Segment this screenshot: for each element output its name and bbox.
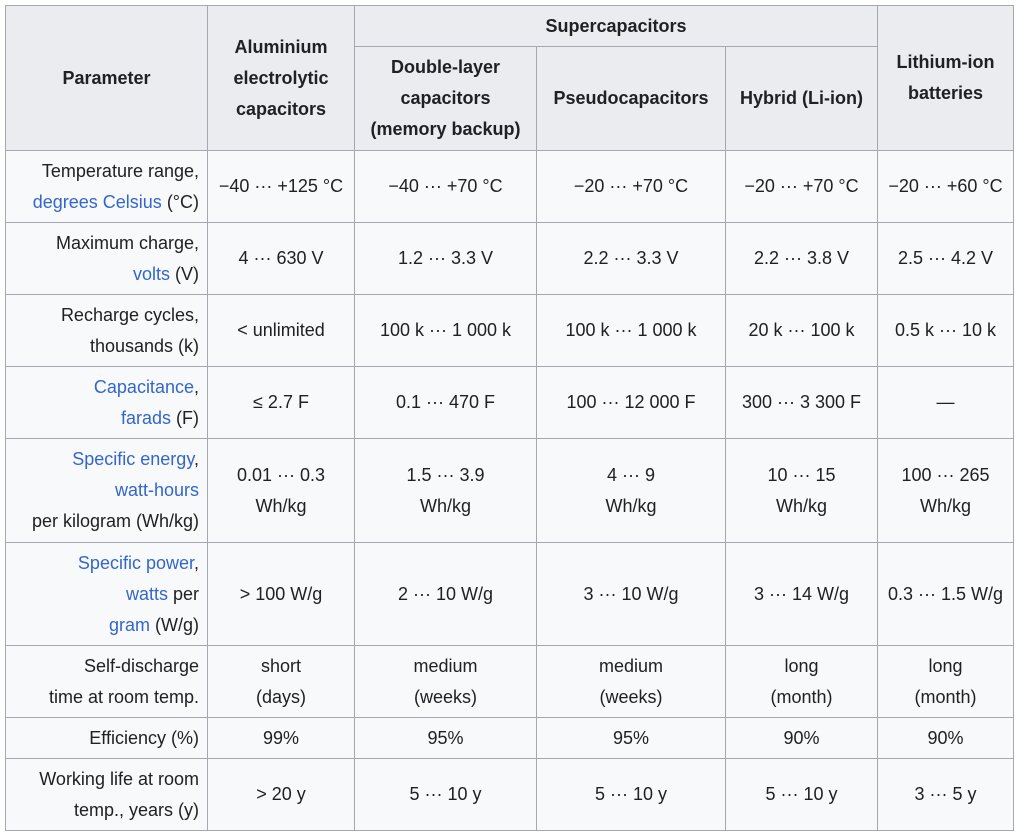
header-lithium: Lithium-ion batteries [878,6,1014,151]
parameter-link[interactable]: Specific power [77,552,194,573]
parameter-link[interactable]: gram [108,614,150,635]
cell-value: −20 ··· +60 °C [888,176,1003,196]
value-cell-lithium-ion [878,718,1014,759]
value-cell-pseudocapacitors [537,151,726,223]
parameter-line [12,187,199,218]
value-cell-lithium-ion [878,223,1014,295]
value-cell-aluminium [208,151,355,223]
cell-value: 0.5 k ··· 10 k [894,320,997,340]
parameter-line [12,610,199,641]
table-row [6,543,1014,646]
cell-value: 2.2 ··· 3.8 V [753,248,850,268]
parameter-text: Efficiency (%) [89,727,199,748]
value-cell-aluminium [208,543,355,646]
cell-value: (month) [914,686,977,707]
cell-value: 100 ··· 265 [901,464,990,485]
value-cell-hybrid [726,646,878,718]
cell-value: (weeks) [413,686,477,707]
parameter-link[interactable]: watt-hours [114,480,199,500]
parameter-cell [6,718,208,759]
cell-value: Wh/kg [419,495,471,516]
cell-value: long [784,655,819,676]
value-cell-aluminium [208,759,355,831]
parameter-cell [6,759,208,831]
value-cell-double-layer [355,295,537,367]
parameter-line [12,372,199,403]
parameter-cell [6,439,208,543]
parameter-link[interactable]: volts [132,263,170,284]
parameter-cell [6,543,208,646]
parameter-text: Temperature range, [41,160,199,181]
value-cell-double-layer [355,718,537,759]
value-cell-lithium-ion [878,439,1014,543]
value-cell-pseudocapacitors [537,223,726,295]
value-cell-double-layer [355,151,537,223]
table-row [6,223,1014,295]
cell-value: 5 ··· 10 y [594,784,668,804]
cell-value: (days) [255,686,306,707]
value-cell-hybrid [726,367,878,439]
parameter-cell [6,646,208,718]
header-pseudocapacitors: Pseudocapacitors [537,47,726,151]
table-row [6,367,1014,439]
header-hybrid: Hybrid (Li-ion) [726,47,878,151]
cell-value: Wh/kg [255,495,307,516]
value-cell-double-layer [355,223,537,295]
parameter-link[interactable]: degrees Celsius [32,191,162,212]
value-cell-pseudocapacitors [537,646,726,718]
parameter-text: (F) [171,407,199,428]
cell-value: Wh/kg [775,495,827,516]
parameter-text: per [167,583,199,604]
value-cell-double-layer [355,367,537,439]
value-cell-pseudocapacitors [537,543,726,646]
cell-value: long [928,655,963,676]
cell-value: > 20 y [256,784,306,804]
cell-value: −20 ··· +70 °C [573,176,689,196]
table-row [6,759,1014,831]
cell-value: 100 k ··· 1 000 k [565,320,697,340]
value-cell-lithium-ion [878,151,1014,223]
cell-value: 95% [612,727,650,748]
value-cell-aluminium [208,439,355,543]
parameter-cell [6,151,208,223]
parameter-line [12,795,199,826]
parameter-line [12,403,199,434]
parameter-line [12,444,199,475]
parameter-text: Self-discharge [83,655,199,676]
value-cell-lithium-ion [878,759,1014,831]
value-cell-aluminium [208,295,355,367]
cell-value: −40 ··· +125 °C [218,176,344,196]
value-cell-pseudocapacitors [537,439,726,543]
parameter-text: , [193,449,199,469]
header-parameter: Parameter [6,6,208,151]
cell-value: < unlimited [237,320,325,340]
parameter-line [12,682,199,713]
table-body [6,151,1014,831]
header-supercapacitors: Supercapacitors [355,6,878,47]
cell-value: 3 ··· 14 W/g [753,583,850,604]
parameter-text: (V) [170,263,199,284]
parameter-text: Recharge cycles, [60,304,199,325]
parameter-line [12,651,199,682]
cell-value: 2 ··· 10 W/g [397,583,494,604]
value-cell-pseudocapacitors [537,759,726,831]
cell-value: 300 ··· 3 300 F [741,392,862,412]
cell-value: Wh/kg [605,495,657,516]
cell-value: 90% [927,727,964,748]
cell-value: > 100 W/g [239,583,323,604]
cell-value: 0.01 ··· 0.3 [236,464,326,485]
cell-value: −20 ··· +70 °C [744,176,859,196]
cell-value: 0.3 ··· 1.5 W/g [887,583,1004,604]
value-cell-hybrid [726,151,878,223]
cell-value: 95% [427,727,464,748]
parameter-line [12,475,199,506]
cell-value: 100 ··· 12 000 F [566,392,696,412]
cell-value: ≤ 2.7 F [253,392,309,412]
value-cell-lithium-ion [878,646,1014,718]
parameter-text: Maximum charge, [55,232,199,253]
cell-value: 2.2 ··· 3.3 V [583,248,679,268]
cell-value: 20 k ··· 100 k [748,320,855,340]
parameter-cell [6,223,208,295]
value-cell-double-layer [355,759,537,831]
parameter-line [12,506,199,537]
value-cell-hybrid [726,295,878,367]
parameter-line [12,723,199,754]
cell-value: 3 ··· 10 W/g [583,583,679,604]
value-cell-aluminium [208,646,355,718]
parameter-cell [6,295,208,367]
cell-value: 0.1 ··· 470 F [395,392,496,412]
value-cell-double-layer [355,439,537,543]
parameter-text: (°C) [161,191,199,212]
cell-value: (month) [770,686,833,707]
cell-value: medium [413,655,478,676]
value-cell-pseudocapacitors [537,367,726,439]
table-row [6,295,1014,367]
parameter-cell [6,367,208,439]
parameter-line [12,579,199,610]
parameter-text: per kilogram (Wh/kg) [31,511,199,531]
value-cell-hybrid [726,759,878,831]
value-cell-hybrid [726,718,878,759]
comparison-table [5,5,1014,831]
cell-value: medium [598,655,664,676]
value-cell-aluminium [208,718,355,759]
cell-value: 4 ··· 9 [606,464,655,485]
parameter-text: thousands (k) [89,335,199,356]
parameter-text: (W/g) [150,614,199,635]
cell-value: (weeks) [599,686,663,707]
cell-value: — [936,392,955,412]
parameter-line [12,156,199,187]
parameter-line [12,259,199,290]
value-cell-lithium-ion [878,295,1014,367]
cell-value: 99% [262,727,300,748]
cell-value: 100 k ··· 1 000 k [379,320,512,340]
cell-value: 5 ··· 10 y [765,784,838,804]
cell-value: 10 ··· 15 [767,464,836,485]
parameter-text: , [193,376,199,397]
parameter-link[interactable]: watts [125,583,168,604]
parameter-link[interactable]: Capacitance [93,376,194,397]
table-row [6,718,1014,759]
table-row [6,439,1014,543]
cell-value: 5 ··· 10 y [409,784,482,804]
value-cell-hybrid [726,439,878,543]
cell-value: −40 ··· +70 °C [388,176,503,196]
cell-value: 90% [783,727,820,748]
parameter-line [12,300,199,331]
header-double-layer: Double-layer capacitors (memory backup) [355,47,537,151]
value-cell-pseudocapacitors [537,718,726,759]
cell-value: 1.5 ··· 3.9 [406,464,485,485]
parameter-line [12,331,199,362]
parameter-text: temp., years (y) [73,799,199,820]
value-cell-pseudocapacitors [537,295,726,367]
cell-value: 2.5 ··· 4.2 V [897,248,994,268]
comparison-table-wrapper [5,5,1014,831]
parameter-line [12,548,199,579]
table-row [6,151,1014,223]
parameter-link[interactable]: farads [120,407,172,428]
parameter-line [12,228,199,259]
value-cell-aluminium [208,223,355,295]
cell-value: 4 ··· 630 V [238,248,324,268]
value-cell-hybrid [726,543,878,646]
value-cell-hybrid [726,223,878,295]
parameter-link[interactable]: Specific energy [72,449,194,469]
parameter-text: time at room temp. [48,686,199,707]
value-cell-double-layer [355,646,537,718]
table-row [6,646,1014,718]
cell-value: Wh/kg [919,495,971,516]
header-aluminium: Aluminium electrolytic capacitors [208,6,355,151]
parameter-line [12,764,199,795]
cell-value: 3 ··· 5 y [914,784,977,804]
parameter-text: , [193,552,199,573]
cell-value: short [260,655,302,676]
value-cell-aluminium [208,367,355,439]
cell-value: 1.2 ··· 3.3 V [397,248,494,268]
parameter-text: Working life at room [39,768,199,789]
value-cell-double-layer [355,543,537,646]
value-cell-lithium-ion [878,543,1014,646]
value-cell-lithium-ion [878,367,1014,439]
